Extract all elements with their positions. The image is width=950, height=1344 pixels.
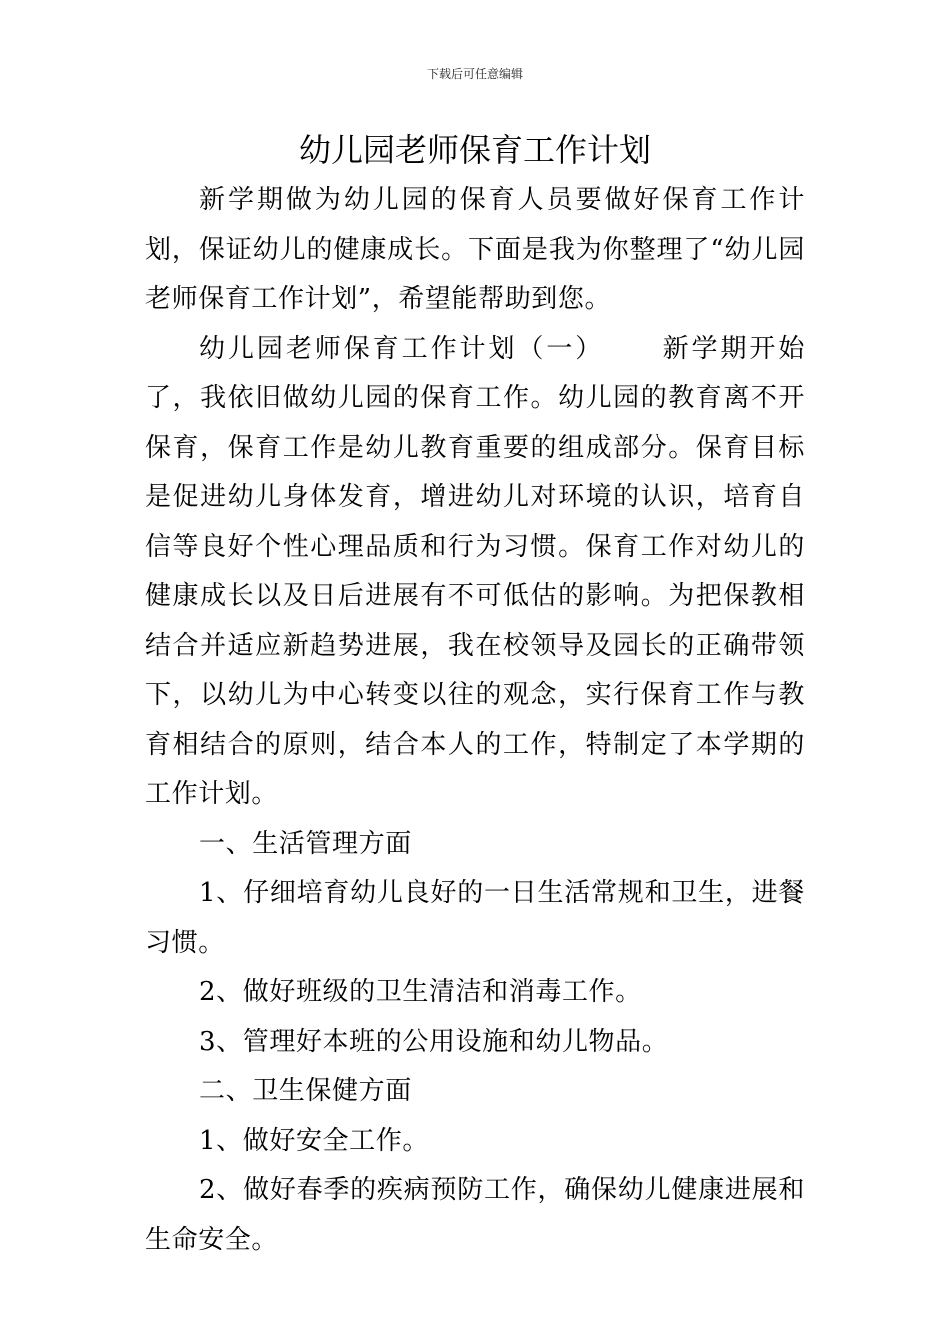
- intro-paragraph: 新学期做为幼儿园的保育人员要做好保育工作计划，保证幼儿的健康成长。下面是我为你整理了“幼儿园老师保育工作计划”，希望能帮助到您。: [145, 185, 805, 314]
- list-item: 一、生活管理方面: [199, 828, 412, 859]
- section-paragraph: [145, 325, 805, 820]
- section-body: 新学期开始了，我依旧做幼儿园的保育工作。幼儿园的教育离不开保育，保育工作是幼儿教育重要的组成部分。保育目标是促进幼儿身体发育，增进幼儿对环境的认识，培育自信等良好个性心理品质和行为习惯。保育工作对幼儿的健康成长以及日后进展有不可低估的影响。为把保教相结合并适应新趋势进展，我在校领导及园长的正确带领下，以幼儿为中心转变以往的观念，实行保育工作与教育相结合的原则，结合本人的工作，特制定了本学期的工作计划。: [145, 333, 805, 809]
- list-item: 2、做好班级的卫生清洁和消毒工作。: [199, 977, 642, 1007]
- list-item: 二、卫生保健方面: [199, 1076, 412, 1106]
- list-item: 1、仔细培育幼儿良好的一日生活常规和卫生，进餐习惯。: [145, 878, 805, 958]
- list-item: 2、做好春季的疾病预防工作，确保幼儿健康进展和生命安全。: [145, 1175, 805, 1255]
- header-note: 下载后可任意编辑: [426, 67, 523, 81]
- document-body: [145, 176, 805, 1265]
- list-item: 3、管理好本班的公用设施和幼儿物品。: [199, 1026, 669, 1057]
- list-item: 1、做好安全工作。: [199, 1125, 429, 1156]
- section-heading: 幼儿园老师保育工作计划（一）: [199, 333, 605, 364]
- document-title: 幼儿园老师保育工作计划: [298, 131, 651, 169]
